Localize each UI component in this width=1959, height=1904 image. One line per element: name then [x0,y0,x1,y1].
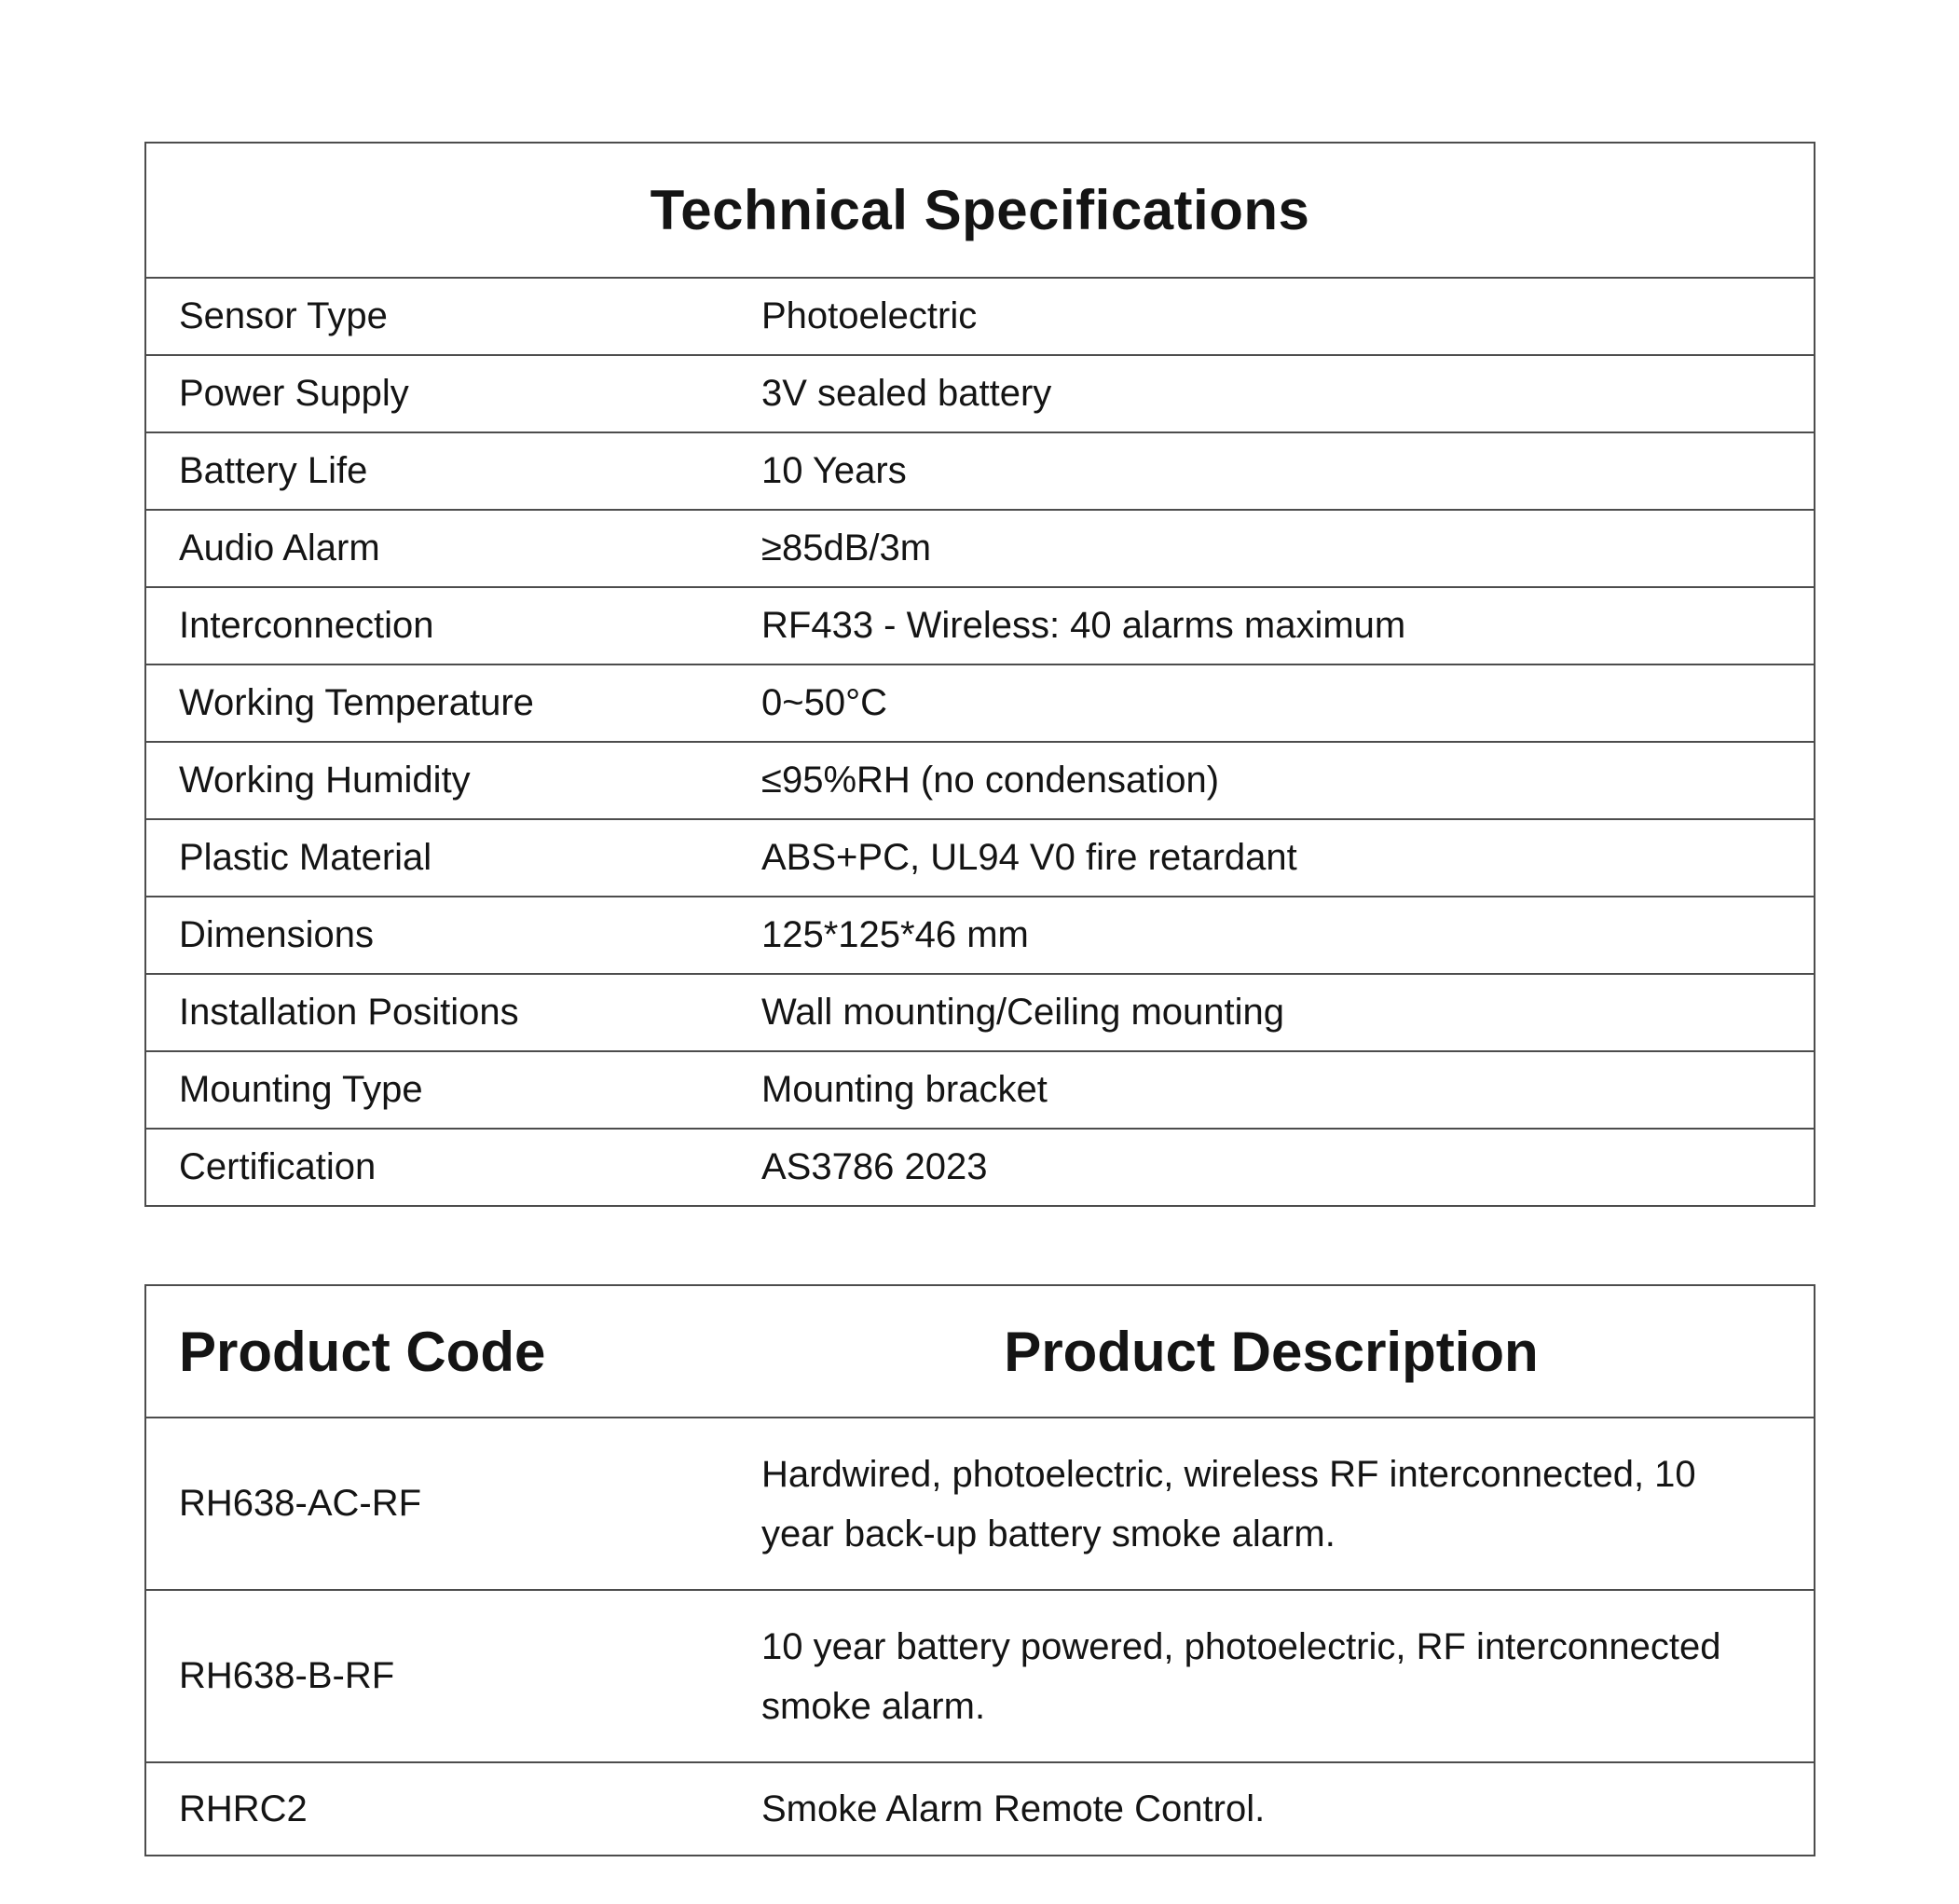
product-table-header-row [146,1286,1814,1417]
spec-row [146,431,1814,509]
spec-row [146,818,1814,896]
product-description: 10 year battery powered, photoelectric, RF interconnected smoke alarm. [761,1625,1721,1727]
spec-value: Wall mounting/Ceiling mounting [761,992,1285,1033]
product-table [144,1284,1815,1856]
spec-row [146,741,1814,818]
spec-label: Power Supply [179,373,409,414]
product-description-header: Product Description [1004,1320,1539,1383]
spec-label: Plastic Material [179,837,432,878]
product-row [146,1761,1814,1855]
spec-label: Sensor Type [179,295,388,336]
product-description: Smoke Alarm Remote Control. [761,1788,1266,1829]
spec-value: ≤95%RH (no condensation) [761,760,1220,801]
spec-table-title-row [146,144,1814,277]
spec-label: Working Humidity [179,760,471,801]
product-row [146,1417,1814,1589]
technical-specifications-table [144,142,1815,1207]
spec-value: Mounting bracket [761,1069,1048,1110]
spec-value: 0~50°C [761,682,887,723]
spec-value: 10 Years [761,450,907,491]
spec-label: Dimensions [179,914,374,955]
product-code: RH638-AC-RF [179,1483,422,1524]
spec-table-title: Technical Specifications [650,179,1310,241]
spec-row [146,277,1814,354]
spec-value: 3V sealed battery [761,373,1052,414]
product-description: Hardwired, photoelectric, wireless RF interconnected, 10 year back-up battery smoke alarm. [761,1453,1696,1555]
spec-label: Mounting Type [179,1069,423,1110]
product-code-header: Product Code [179,1320,546,1383]
spec-value: Photoelectric [761,295,978,336]
product-row [146,1589,1814,1761]
spec-row [146,586,1814,664]
spec-value: AS3786 2023 [761,1146,988,1187]
spec-value: ABS+PC, UL94 V0 fire retardant [761,837,1297,878]
spec-value: 125*125*46 mm [761,914,1029,955]
spec-label: Installation Positions [179,992,519,1033]
product-code: RH638-B-RF [179,1655,395,1696]
spec-row [146,1128,1814,1205]
spec-value: RF433 - Wireless: 40 alarms maximum [761,605,1406,646]
spec-label: Working Temperature [179,682,534,723]
spec-row [146,973,1814,1050]
spec-label: Interconnection [179,605,434,646]
spec-label: Certification [179,1146,377,1187]
spec-value: ≥85dB/3m [761,527,932,568]
spec-row [146,896,1814,973]
spec-label: Audio Alarm [179,527,380,568]
spec-row [146,354,1814,431]
spec-row [146,1050,1814,1128]
spec-row [146,664,1814,741]
spec-row [146,509,1814,586]
product-code: RHRC2 [179,1788,308,1829]
spec-label: Battery Life [179,450,368,491]
